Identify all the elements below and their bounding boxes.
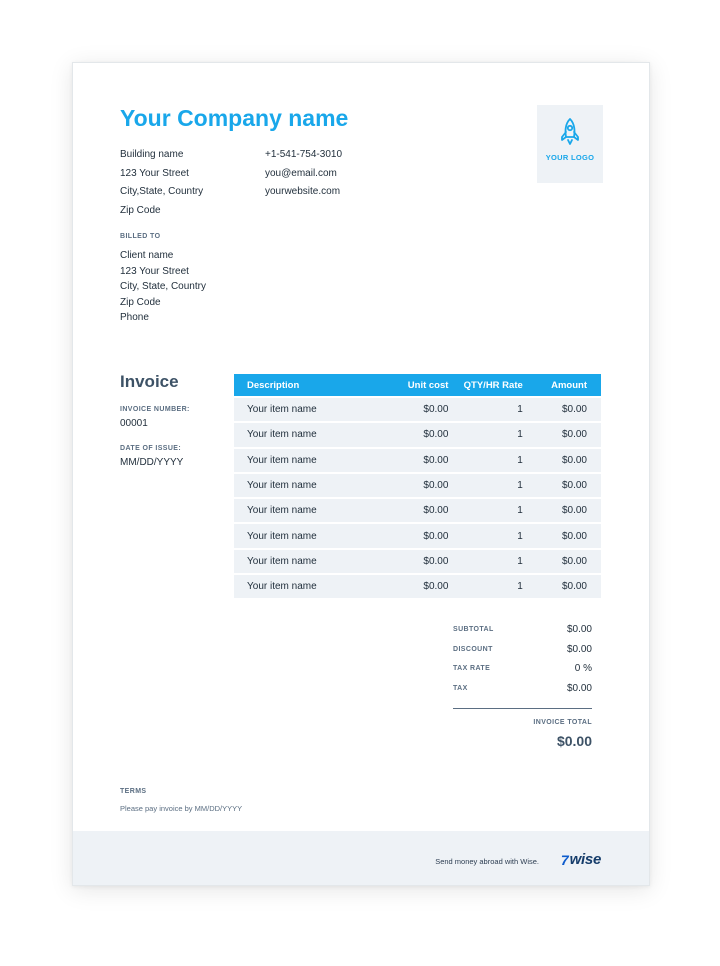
discount-value: $0.00	[566, 643, 592, 655]
billed-to-block	[120, 248, 206, 326]
item-description: Your item name	[234, 524, 391, 547]
item-unit-cost: $0.00	[391, 524, 449, 547]
discount-row	[453, 640, 592, 660]
item-description: Your item name	[234, 398, 391, 421]
item-qty: 1	[448, 524, 524, 547]
company-address	[120, 146, 203, 220]
invoice-page	[72, 62, 650, 886]
subtotal-label: SUBTOTAL	[453, 626, 494, 634]
terms-text: Please pay invoice by MM/DD/YYYY	[120, 804, 243, 813]
item-amount: $0.00	[525, 575, 601, 598]
client-line: Phone	[120, 312, 149, 324]
table-row	[234, 474, 601, 497]
invoice-number-label: INVOICE NUMBER:	[120, 406, 190, 413]
subtotal-value: $0.00	[566, 624, 592, 636]
invoice-number: 00001	[120, 418, 148, 429]
header-amount: Amount	[525, 374, 601, 396]
client-line: Zip Code	[120, 296, 161, 308]
table-row	[234, 524, 601, 547]
totals-block	[453, 620, 592, 709]
item-description: Your item name	[234, 499, 391, 522]
invoice-title: Invoice	[120, 372, 179, 391]
address-line: City,State, Country	[120, 186, 204, 197]
logo-text: YOUR LOGO	[545, 153, 595, 162]
company-name: Your Company name	[120, 105, 349, 131]
invoice-total-label: INVOICE TOTAL	[533, 719, 592, 726]
header-qty: QTY/HR Rate	[448, 374, 524, 396]
item-unit-cost: $0.00	[391, 449, 449, 472]
company-contact	[265, 146, 342, 202]
item-unit-cost: $0.00	[391, 575, 449, 598]
phone-number: +1-541-754-3010	[265, 149, 343, 160]
item-description: Your item name	[234, 575, 391, 598]
wise-logo[interactable]	[561, 851, 601, 868]
item-qty: 1	[448, 474, 524, 497]
invoice-total-value: $0.00	[556, 733, 592, 749]
table-row	[234, 398, 601, 421]
item-unit-cost: $0.00	[391, 499, 449, 522]
wise-wordmark: wise	[569, 851, 601, 868]
address-line: Zip Code	[120, 204, 161, 216]
item-amount: $0.00	[525, 423, 601, 446]
client-line: City, State, Country	[120, 281, 206, 293]
item-qty: 1	[448, 499, 524, 522]
item-amount: $0.00	[525, 474, 601, 497]
table-row	[234, 449, 601, 472]
rocket-icon	[557, 117, 583, 147]
client-line: 123 Your Street	[120, 265, 189, 277]
header-description: Description	[234, 374, 391, 396]
tax-rate-label: TAX RATE	[453, 665, 491, 673]
tax-row	[453, 679, 592, 699]
item-unit-cost: $0.00	[391, 423, 449, 446]
item-amount: $0.00	[525, 524, 601, 547]
item-amount: $0.00	[525, 449, 601, 472]
item-description: Your item name	[234, 423, 391, 446]
footer-tagline: Send money abroad with Wise.	[435, 857, 539, 866]
date-of-issue: MM/DD/YYYY	[120, 457, 184, 468]
billed-to-label: BILLED TO	[120, 233, 161, 240]
item-description: Your item name	[234, 449, 391, 472]
table-row	[234, 575, 601, 598]
item-qty: 1	[448, 550, 524, 573]
discount-label: DISCOUNT	[453, 645, 493, 653]
totals-divider	[453, 708, 592, 709]
wise-flag-icon: 7	[560, 851, 569, 868]
item-qty: 1	[448, 449, 524, 472]
email-address: you@email.com	[265, 167, 337, 179]
date-of-issue-label: DATE OF ISSUE:	[120, 445, 182, 452]
header-unit-cost: Unit cost	[391, 374, 449, 396]
footer-bar	[73, 831, 649, 885]
item-qty: 1	[448, 398, 524, 421]
item-amount: $0.00	[525, 499, 601, 522]
tax-label: TAX	[453, 684, 468, 692]
client-line: Client name	[120, 250, 174, 261]
items-table	[234, 372, 601, 600]
tax-rate-row	[453, 659, 592, 679]
table-row	[234, 423, 601, 446]
item-amount: $0.00	[525, 398, 601, 421]
table-row	[234, 499, 601, 522]
item-description: Your item name	[234, 474, 391, 497]
terms-label: TERMS	[120, 788, 147, 795]
tax-rate-value: 0 %	[574, 663, 592, 675]
address-line: Building name	[120, 149, 184, 160]
website: yourwebsite.com	[265, 186, 341, 197]
table-header-row	[234, 374, 601, 396]
item-qty: 1	[448, 423, 524, 446]
address-line: 123 Your Street	[120, 167, 189, 179]
item-unit-cost: $0.00	[391, 474, 449, 497]
item-unit-cost: $0.00	[391, 550, 449, 573]
item-amount: $0.00	[525, 550, 601, 573]
table-row	[234, 550, 601, 573]
item-qty: 1	[448, 575, 524, 598]
logo-placeholder	[537, 105, 603, 183]
item-description: Your item name	[234, 550, 391, 573]
tax-value: $0.00	[566, 682, 592, 694]
item-unit-cost: $0.00	[391, 398, 449, 421]
subtotal-row	[453, 620, 592, 640]
